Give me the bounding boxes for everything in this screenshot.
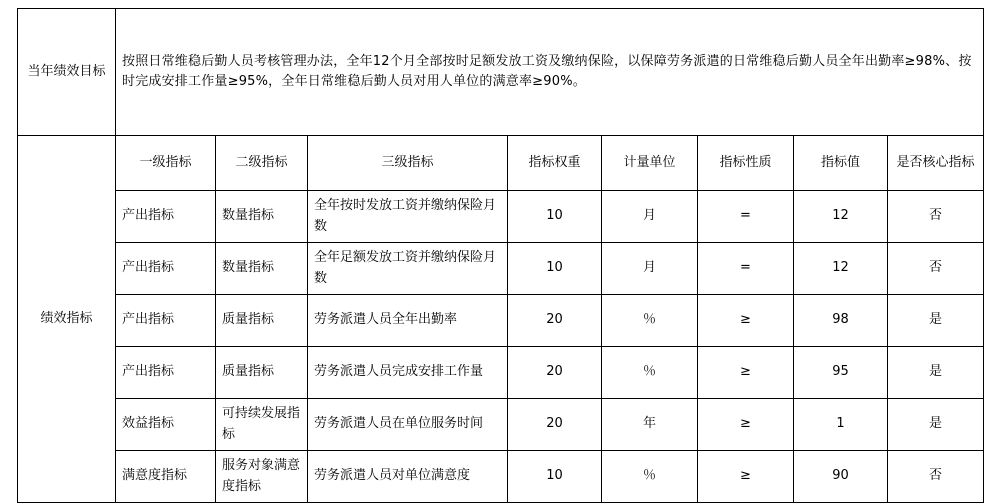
header-core: 是否核心指标 <box>888 136 984 191</box>
cell-core: 否 <box>888 451 984 503</box>
cell-level2: 可持续发展指标 <box>216 399 308 451</box>
header-level1: 一级指标 <box>116 136 216 191</box>
cell-nature: = <box>698 243 794 295</box>
performance-indicator-label: 绩效指标 <box>18 136 116 503</box>
cell-weight: 10 <box>508 191 602 243</box>
cell-core: 是 <box>888 295 984 347</box>
cell-unit: 月 <box>602 191 698 243</box>
cell-level1: 效益指标 <box>116 399 216 451</box>
cell-core: 否 <box>888 191 984 243</box>
table-row <box>18 399 984 451</box>
table-row <box>18 295 984 347</box>
cell-weight: 20 <box>508 347 602 399</box>
performance-target-sheet <box>0 8 1000 494</box>
annual-goal-row <box>18 9 984 136</box>
cell-level3: 劳务派遣人员完成安排工作量 <box>308 347 508 399</box>
header-unit: 计量单位 <box>602 136 698 191</box>
header-value: 指标值 <box>794 136 888 191</box>
cell-value: 90 <box>794 451 888 503</box>
cell-core: 是 <box>888 399 984 451</box>
cell-core: 是 <box>888 347 984 399</box>
cell-core: 否 <box>888 243 984 295</box>
cell-weight: 20 <box>508 295 602 347</box>
cell-value: 12 <box>794 191 888 243</box>
table-row <box>18 347 984 399</box>
cell-level1: 产出指标 <box>116 243 216 295</box>
cell-nature: ≥ <box>698 451 794 503</box>
cell-level3: 劳务派遣人员对单位满意度 <box>308 451 508 503</box>
cell-level2: 质量指标 <box>216 295 308 347</box>
cell-level2: 服务对象满意度指标 <box>216 451 308 503</box>
performance-table <box>17 8 984 503</box>
cell-unit: ％ <box>602 295 698 347</box>
cell-unit: ％ <box>602 451 698 503</box>
cell-level1: 产出指标 <box>116 347 216 399</box>
table-row <box>18 191 984 243</box>
cell-nature: ≥ <box>698 295 794 347</box>
table-row <box>18 243 984 295</box>
cell-level1: 满意度指标 <box>116 451 216 503</box>
cell-level2: 数量指标 <box>216 191 308 243</box>
header-weight: 指标权重 <box>508 136 602 191</box>
cell-weight: 20 <box>508 399 602 451</box>
cell-level2: 质量指标 <box>216 347 308 399</box>
annual-goal-text: 按照日常维稳后勤人员考核管理办法，全年12个月全部按时足额发放工资及缴纳保险，以保障劳务派遣的日常维稳后勤人员全年出勤率≥98%、按时完成安排工作量≥95%，全年日常维稳后勤人员对用人单位的满意率≥90%。 <box>116 9 984 136</box>
cell-unit: 月 <box>602 243 698 295</box>
header-level3: 三级指标 <box>308 136 508 191</box>
cell-value: 1 <box>794 399 888 451</box>
cell-nature: ≥ <box>698 399 794 451</box>
cell-level2: 数量指标 <box>216 243 308 295</box>
cell-unit: 年 <box>602 399 698 451</box>
cell-value: 12 <box>794 243 888 295</box>
header-nature: 指标性质 <box>698 136 794 191</box>
table-row <box>18 451 984 503</box>
cell-nature: = <box>698 191 794 243</box>
header-level2: 二级指标 <box>216 136 308 191</box>
cell-weight: 10 <box>508 243 602 295</box>
cell-level1: 产出指标 <box>116 191 216 243</box>
cell-level3: 全年足额发放工资并缴纳保险月数 <box>308 243 508 295</box>
indicator-header-row <box>18 136 984 191</box>
cell-level3: 全年按时发放工资并缴纳保险月数 <box>308 191 508 243</box>
cell-weight: 10 <box>508 451 602 503</box>
cell-unit: ％ <box>602 347 698 399</box>
cell-value: 95 <box>794 347 888 399</box>
cell-level1: 产出指标 <box>116 295 216 347</box>
cell-value: 98 <box>794 295 888 347</box>
cell-level3: 劳务派遣人员在单位服务时间 <box>308 399 508 451</box>
cell-nature: ≥ <box>698 347 794 399</box>
cell-level3: 劳务派遣人员全年出勤率 <box>308 295 508 347</box>
annual-goal-label: 当年绩效目标 <box>18 9 116 136</box>
